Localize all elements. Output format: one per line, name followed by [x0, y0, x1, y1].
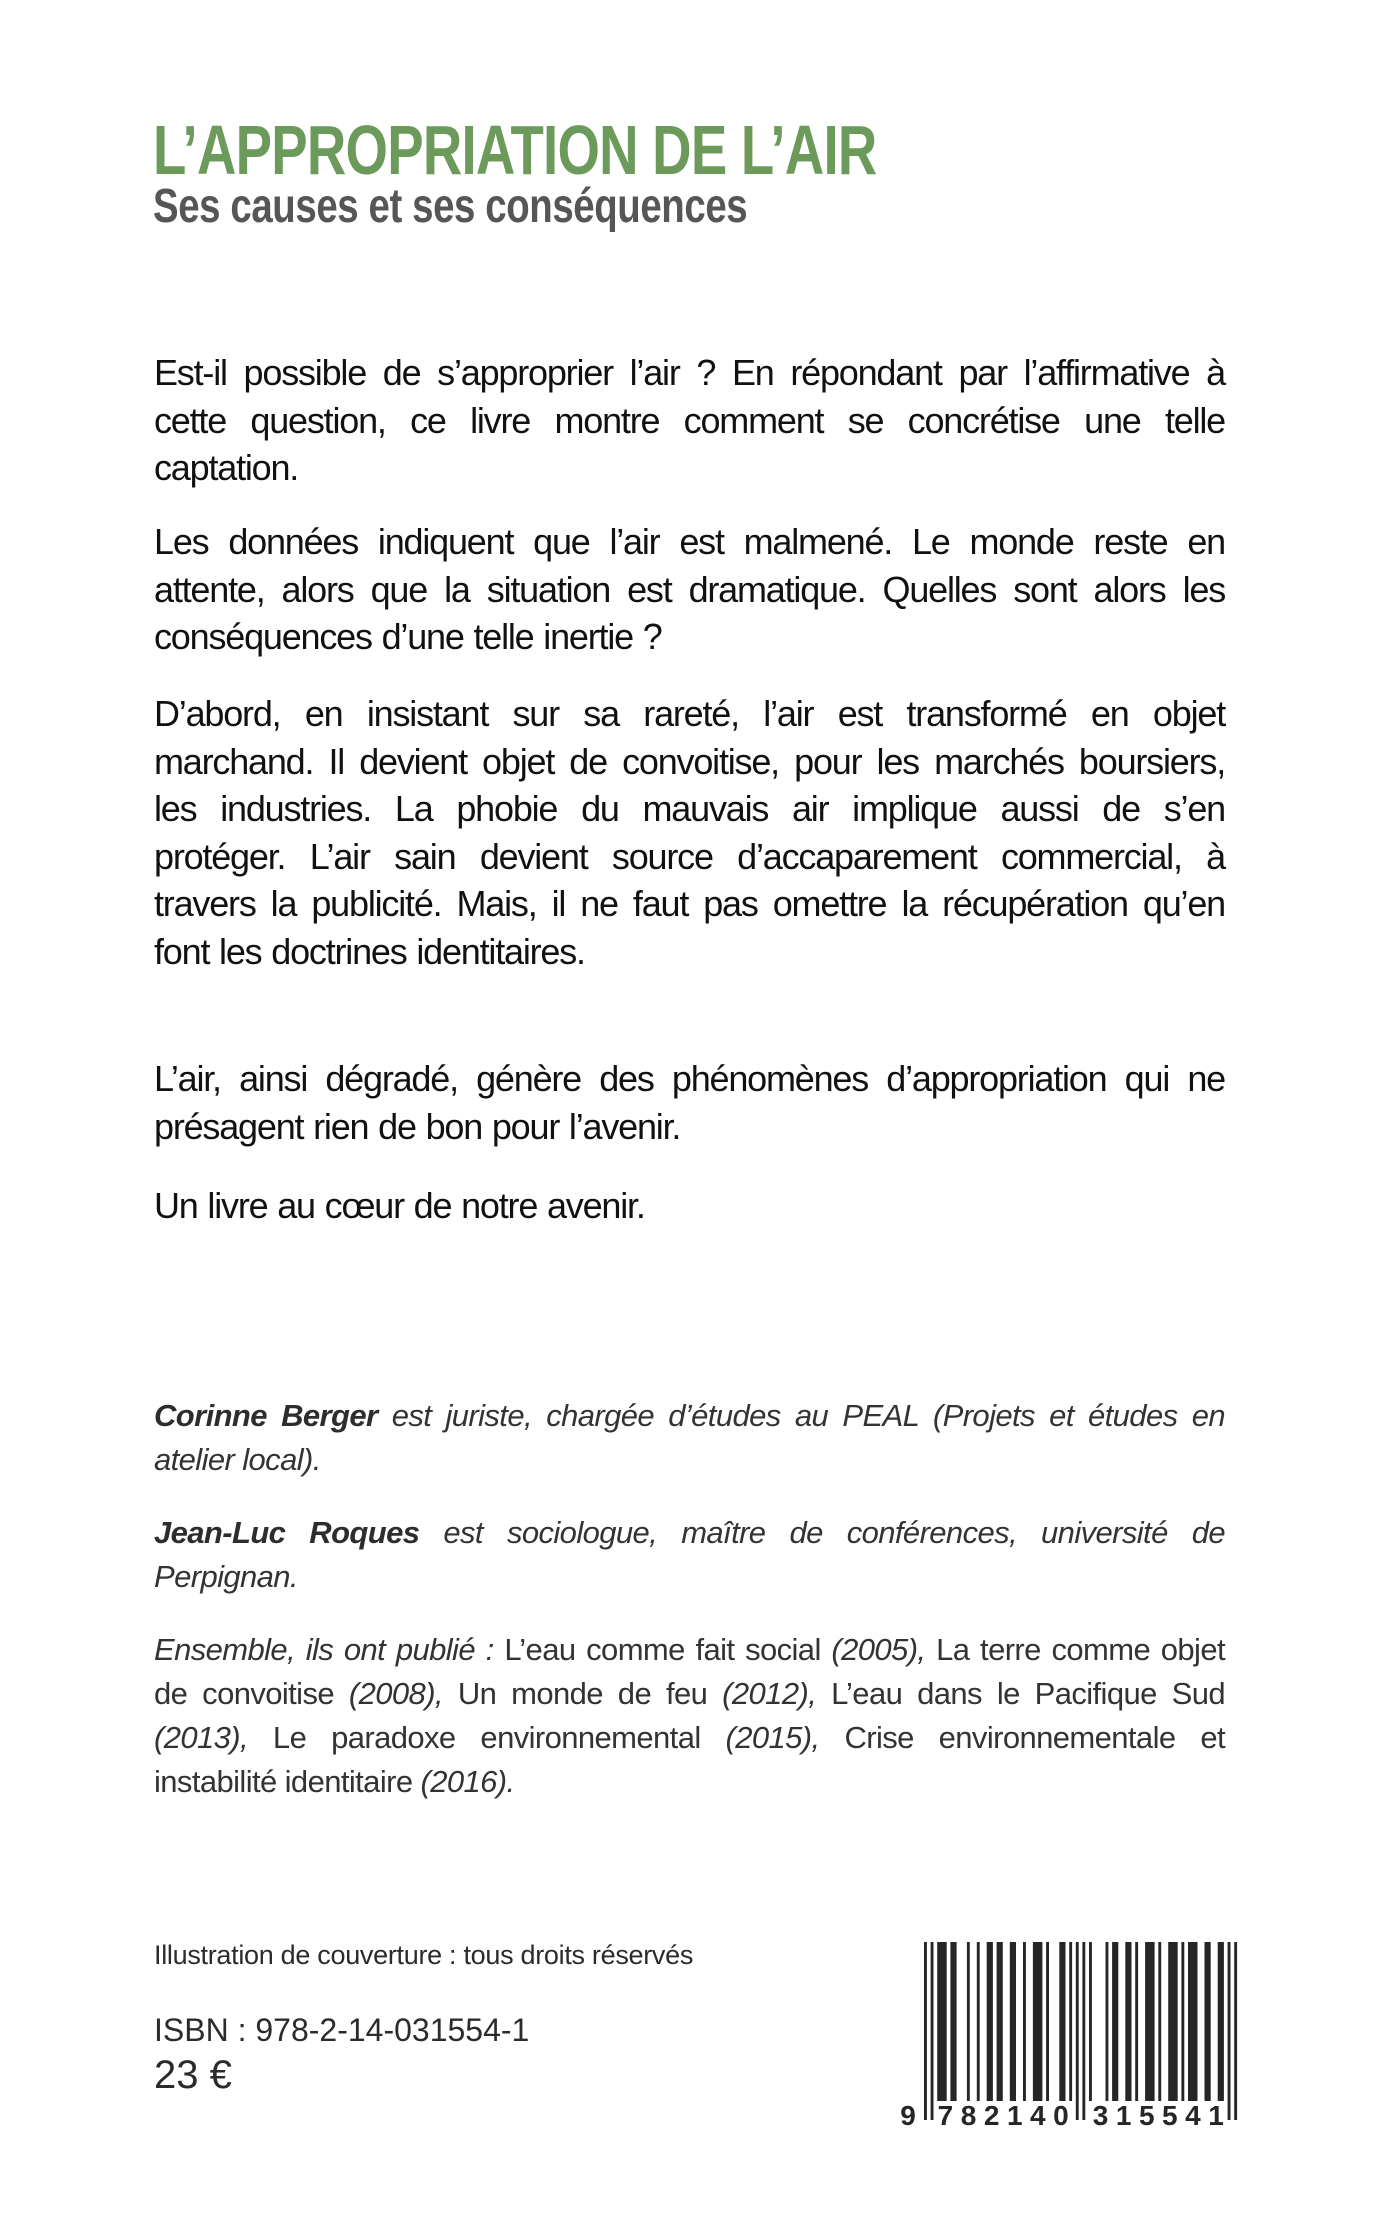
ean13-barcode: [880, 1935, 1250, 2135]
barcode-digit: 1: [1006, 2100, 1023, 2131]
publications-intro: Ensemble, ils ont publié :: [154, 1632, 494, 1667]
barcode-bar: [1145, 1942, 1155, 2101]
author-bio-2: [154, 1511, 1225, 1599]
author-name: Jean-Luc Roques: [154, 1515, 420, 1550]
barcode-bar: [1023, 1942, 1026, 2101]
barcode-bar: [1033, 1942, 1043, 2101]
barcode-digit: 4: [1185, 2100, 1201, 2131]
barcode-bar: [950, 1942, 956, 2101]
publication-year: (2012): [722, 1676, 809, 1711]
barcode-bar: [967, 1942, 970, 2101]
barcode-bar: [1218, 1942, 1224, 2101]
blurb-paragraph-3: D’abord, en insistant sur sa rareté, l’air est transformé en objet marchand. Il devient objet de convoitise, pour les marchés boursiers, les industries. La phobie du mauvais air implique aussi de s’en protéger. L’air sain devient source d’accaparement commercial, à travers la publicité. Mais, il ne faut pas omettre la récupération qu’en font les doctrines identitaires.: [154, 693, 1225, 972]
publication-title: Un monde de feu: [457, 1676, 708, 1711]
book-title: L’APPROPRIATION DE L’AIR: [153, 111, 877, 189]
barcode-bar: [1205, 1942, 1211, 2101]
barcode-digit: 1: [1115, 2100, 1132, 2131]
barcode-bar: [1089, 1942, 1092, 2101]
blurb-paragraph-2: Les données indiquent que l’air est malmené. Le monde reste en attente, alors que la situation est dramatique. Quelles sont alors les conséquences d’une telle inertie ?: [154, 521, 1225, 657]
barcode-digit: 8: [960, 2100, 977, 2131]
author-description: est juriste, chargée d’études au PEAL (Projets et études en atelier local).: [154, 1398, 1225, 1477]
barcode-digit: 5: [1138, 2100, 1155, 2131]
barcode-bar: [1234, 1942, 1237, 2120]
publication-title: Crise environnementale et instabilité identitaire: [154, 1720, 1226, 1799]
barcode-digit: 4: [1030, 2100, 1046, 2131]
barcode-bar: [987, 1942, 993, 2101]
author-bio-1: [154, 1394, 1225, 1482]
barcode-digit: 3: [1092, 2100, 1109, 2131]
barcode-bar: [1181, 1942, 1184, 2101]
publication-separator: .: [506, 1764, 515, 1799]
barcode-bar: [1076, 1942, 1079, 2120]
publication-separator: ,: [811, 1720, 820, 1755]
publication-year: (2008): [348, 1676, 435, 1711]
publication-year: (2013): [154, 1720, 241, 1755]
barcode-bar: [997, 1942, 1003, 2101]
publication-year: (2016): [420, 1764, 507, 1799]
barcode-bar: [924, 1942, 927, 2120]
publication-separator: ,: [240, 1720, 249, 1755]
barcode-bar: [937, 1942, 947, 2101]
blurb-paragraph-4: L’air, ainsi dégradé, génère des phénomènes d’appropriation qui ne présagent rien de bon pour l’avenir.: [154, 1058, 1225, 1147]
barcode-digit: 7: [937, 2100, 954, 2131]
barcode-bar: [1125, 1942, 1131, 2101]
barcode-bar: [1168, 1942, 1178, 2101]
illustration-credit: Illustration de couverture : tous droits réservés: [154, 1940, 694, 1970]
barcode-bar: [1010, 1942, 1016, 2101]
publication-title: Le paradoxe environnemental: [272, 1720, 701, 1755]
barcode-bar: [1228, 1942, 1231, 2120]
barcode-digit: 9: [900, 2100, 916, 2131]
barcode-bar: [1069, 1942, 1072, 2101]
price: 23 €: [154, 2053, 232, 2097]
publication-separator: ,: [434, 1676, 443, 1711]
barcode-digit: 0: [1053, 2100, 1069, 2131]
barcode-digit: 5: [1162, 2100, 1178, 2131]
barcode-digit: 1: [1208, 2100, 1224, 2131]
blurb-tagline: Un livre au cœur de notre avenir.: [154, 1185, 645, 1226]
publication-year: (2005): [831, 1632, 918, 1667]
author-name: Corinne Berger: [154, 1398, 378, 1433]
book-subtitle: Ses causes et ses conséquences: [153, 180, 748, 233]
publications-list: [154, 1628, 1225, 1804]
author-description: est sociologue, maître de conférences, université de Perpignan.: [154, 1515, 1225, 1594]
barcode-bar: [1046, 1942, 1049, 2101]
barcode-bar: [1112, 1942, 1118, 2101]
publication-separator: ,: [808, 1676, 817, 1711]
publication-separator: ,: [917, 1632, 926, 1667]
publication-title: L’eau dans le Pacifique Sud: [831, 1676, 1225, 1711]
publication-title: L’eau comme fait social: [504, 1632, 821, 1667]
barcode-bar: [1082, 1942, 1085, 2120]
barcode-bar: [1135, 1942, 1138, 2101]
blurb-paragraph-1: Est-il possible de s’approprier l’air ? En répondant par l’affirmative à cette question, ce livre montre comment se concrétise une telle captation.: [154, 352, 1225, 488]
publication-title: La terre comme objet de convoitise: [154, 1632, 1225, 1711]
barcode-bar: [931, 1942, 934, 2120]
isbn: ISBN : 978-2-14-031554-1: [154, 2012, 530, 2048]
barcode-digit: 2: [983, 2100, 1000, 2131]
barcode-bar: [1106, 1942, 1109, 2101]
barcode-bar: [977, 1942, 980, 2101]
barcode-bar: [1158, 1942, 1161, 2101]
barcode-bar: [1059, 1942, 1065, 2101]
barcode-bar: [1188, 1942, 1198, 2101]
publication-year: (2015): [725, 1720, 812, 1755]
